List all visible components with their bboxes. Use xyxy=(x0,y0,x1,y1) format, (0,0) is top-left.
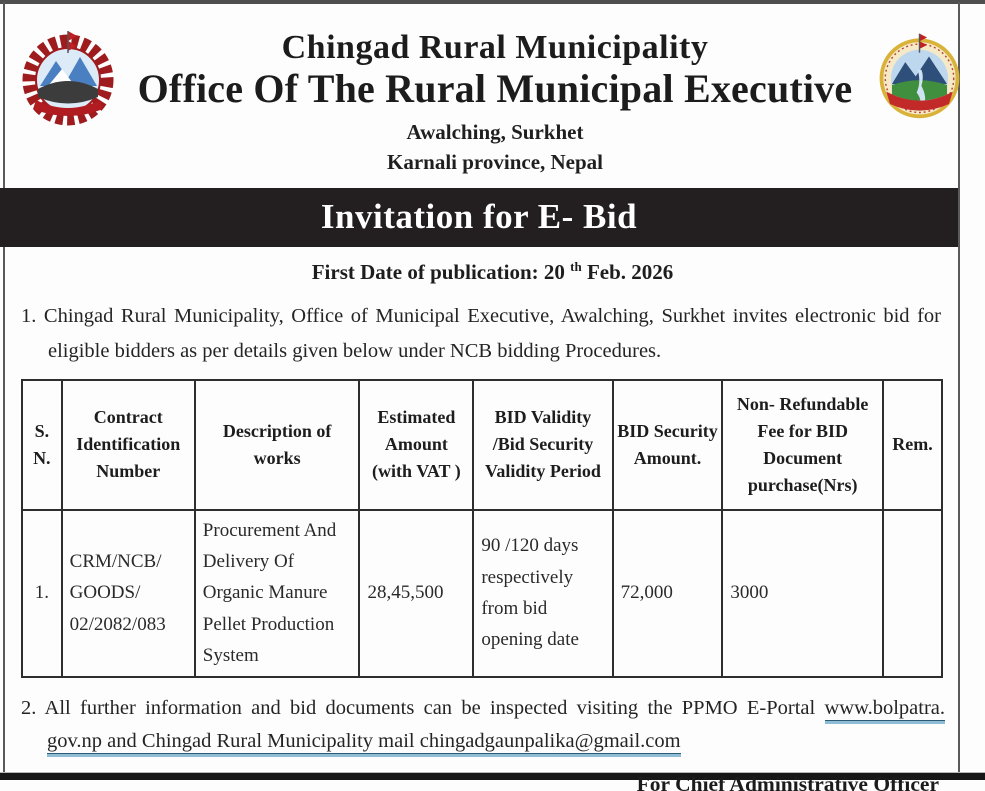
footer-note xyxy=(21,692,945,760)
cell-sn: 1. xyxy=(22,510,62,677)
publication-date-suffix: Feb. 2026 xyxy=(581,260,674,285)
col-header-sn: S. N. xyxy=(22,380,62,510)
address-line-2: Karnali province, Nepal xyxy=(386,150,604,175)
col-header-contract-id: Contract Identification Number xyxy=(62,380,195,510)
address-line-1: Awalching, Surkhet xyxy=(406,120,584,145)
document-header xyxy=(0,0,985,175)
col-header-description: Description of works xyxy=(195,380,360,510)
cell-bid-validity: 90 /120 days respectively from bid opening date xyxy=(473,510,612,677)
col-header-estimated-amount: Estimated Amount (with VAT ) xyxy=(359,380,473,510)
bid-details-table xyxy=(21,379,943,678)
col-header-remarks: Rem. xyxy=(883,380,942,510)
table-header-row xyxy=(22,380,942,510)
cell-non-refundable-fee: 3000 xyxy=(722,510,883,677)
publication-date xyxy=(0,259,985,285)
organization-name: Chingad Rural Municipality xyxy=(281,29,709,66)
col-header-non-refundable-fee: Non- Refundable Fee for BID Document purchase(Nrs) xyxy=(722,380,883,510)
publication-date-ordinal: th xyxy=(570,259,582,275)
header-titles xyxy=(118,26,872,175)
nepal-government-emblem-icon xyxy=(18,26,118,128)
footer-note-text: 2. All further information and bid documents can be inspected visiting the PPMO E-Portal xyxy=(21,696,825,719)
cell-contract-id: CRM/NCB/ GOODS/ 02/2082/083 xyxy=(62,510,195,677)
cell-estimated-amount: 28,45,500 xyxy=(359,510,473,677)
portal-and-email-link[interactable]: www.bolpatra. gov.np and Chingad Rural Municipality mail chingadgaunpalika@gmail.com xyxy=(47,696,945,753)
signature-line: For Chief Administrative Officer xyxy=(636,772,939,791)
intro-paragraph: 1. Chingad Rural Municipality, Office of Municipal Executive, Awalching, Surkhet invites electronic bid for eligible bidders as per details given below under NCB bidding Procedures. xyxy=(21,305,941,362)
office-name: Office Of The Rural Municipal Executive xyxy=(137,66,853,112)
invitation-banner-title: Invitation for E- Bid xyxy=(0,188,958,247)
col-header-bid-validity: BID Validity /Bid Security Validity Period xyxy=(473,380,612,510)
municipality-logo-icon xyxy=(872,26,967,123)
cell-remarks xyxy=(883,510,942,677)
col-header-bid-security: BID Security Amount. xyxy=(613,380,723,510)
cell-description: Procurement And Delivery Of Organic Manure Pellet Production System xyxy=(195,510,360,677)
publication-date-prefix: First Date of publication: 20 xyxy=(311,260,565,285)
cell-bid-security-amount: 72,000 xyxy=(613,510,723,677)
table-row xyxy=(22,510,942,677)
